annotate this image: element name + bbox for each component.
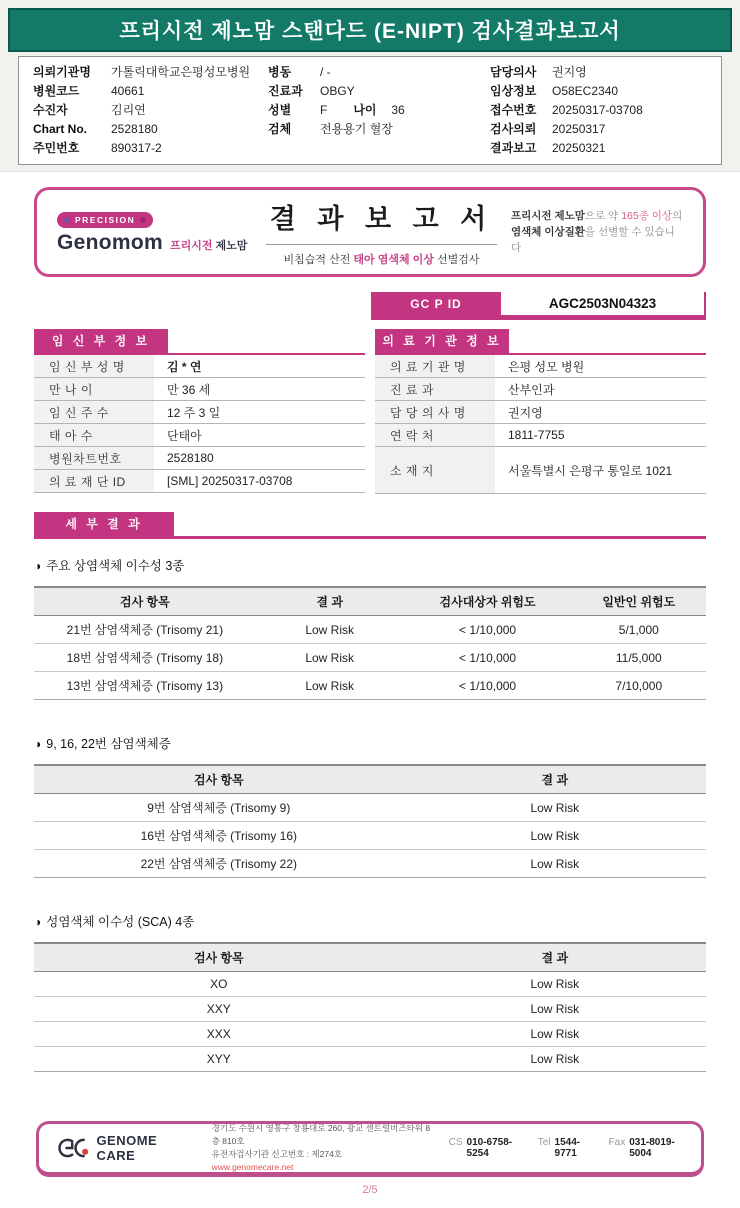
patient-info-row [490,141,717,156]
table-cell: 5/1,000 [572,616,706,644]
contact-item [609,1137,685,1159]
table-row [34,1047,706,1072]
patient-info-row [33,122,268,137]
field-label: 병원코드 [33,84,80,98]
patient-info-row [268,84,490,99]
table-row [34,997,706,1022]
row-label: 임 신 부 성 명 [34,355,154,377]
table-row [34,794,706,822]
contact-value: 031-8019-5004 [629,1137,675,1159]
results-table [34,942,706,1072]
table-row [375,447,706,494]
patient-info-row [33,84,268,99]
row-label: 태 아 수 [34,424,154,446]
document-title-bar [8,8,732,52]
detailed-results-title: 세 부 결 과 [34,512,174,536]
column-header: 검사 항목 [34,943,404,972]
patient-info-row [268,103,490,118]
patient-info-row [268,122,490,137]
result-section [34,912,706,1072]
section-heading [34,912,706,930]
clinic-info-header [375,329,706,355]
table-row [34,378,365,401]
row-label: 병원차트번호 [34,447,154,469]
report-claim-text: 프리시전 제노맘으로 약 165종 이상의 염색체 이상질환을 선별할 수 있습니다 [511,209,683,255]
row-value: 2528180 [167,451,214,465]
result-sections [34,556,706,1072]
table-cell: Low Risk [404,1047,706,1072]
row-label: 진 료 과 [375,378,495,400]
section-heading [34,556,706,574]
field-value: 20250317 [552,122,606,136]
patient-info-column-right [490,65,717,156]
patient-info-row [33,103,268,118]
result-section [34,734,706,878]
clinic-info-section [375,329,706,494]
table-row [34,470,365,493]
page-number: 2/5 [362,1184,378,1196]
table-cell: Low Risk [404,794,706,822]
field-value: 20250317-03708 [552,103,643,117]
patient-info-box [18,56,722,165]
field-value: F [320,103,328,117]
mother-info-title: 임 신 부 정 보 [34,329,168,353]
row-label: 임 신 주 수 [34,401,154,423]
column-header: 일반인 위험도 [572,587,706,616]
field-label: 나이 [353,103,377,117]
field-value: / - [320,65,331,79]
row-value: 김 * 연 [167,359,202,374]
table-row [34,1022,706,1047]
field-value: 김리연 [111,103,146,117]
table-cell: < 1/10,000 [404,672,572,700]
report-masthead [34,187,706,277]
table-cell: 18번 삼염색체증 (Trisomy 18) [34,644,256,672]
field-label: 진료과 [268,84,303,98]
gcpid-value: AGC2503N04323 [501,292,704,315]
field-label: 수진자 [33,103,68,117]
field-value: 전용용기 혈장 [320,122,393,136]
table-row [34,616,706,644]
patient-info-row [33,141,268,156]
report-body [0,172,740,1121]
column-header: 결 과 [404,765,706,794]
contact-value: 010-6758-5254 [466,1137,513,1159]
table-row [375,378,706,401]
table-cell: XXY [34,997,404,1022]
result-section [34,556,706,700]
half-circle-bullet-icon: ◑ [34,737,42,751]
genomecare-monogram-icon [55,1135,89,1161]
table-cell: 11/5,000 [572,644,706,672]
contact-label: Tel [537,1137,551,1148]
table-cell: < 1/10,000 [404,644,572,672]
patient-info-column-left [33,65,268,156]
genomecare-logo [55,1133,196,1163]
table-row [34,355,365,378]
table-body [34,794,706,878]
footer-box [36,1121,704,1177]
table-cell: 22번 삼염색체증 (Trisomy 22) [34,850,404,878]
row-value: 1811-7755 [508,428,565,442]
field-label: 담당의사 [490,65,537,79]
field-value: 20250321 [552,141,606,155]
results-table [34,586,706,700]
column-header: 검사 항목 [34,765,404,794]
column-header: 결 과 [256,587,404,616]
table-cell: 9번 삼염색체증 (Trisomy 9) [34,794,404,822]
row-value: 만 36 세 [167,382,211,397]
patient-info-column-middle [268,65,490,156]
table-header [34,765,706,794]
table-cell: 13번 삼염색체증 (Trisomy 13) [34,672,256,700]
precision-badge [57,212,153,228]
field-value: 36 [391,103,405,117]
table-cell: Low Risk [404,972,706,997]
section-heading-label: 주요 상염색체 이수성 3종 [46,559,185,573]
footer-contacts [449,1137,685,1159]
column-header: 검사 항목 [34,587,256,616]
patient-info-row [490,65,717,80]
section-heading-label: 9, 16, 22번 삼염색체증 [46,737,171,751]
gcpid-row [34,292,706,320]
section-heading [34,734,706,752]
website-link: www.genomecare.net [211,1162,294,1173]
half-circle-bullet-icon: ◑ [34,915,42,929]
field-label: 검체 [268,122,292,136]
badge-dot-icon [64,217,70,223]
table-header-row [34,943,706,972]
genomom-wordmark: Genomom [57,230,163,254]
badge-dot-icon [140,217,146,223]
contact-value: 1544-9771 [554,1137,581,1159]
document-title: 프리시전 제노맘 스탠다드 (E-NIPT) 검사결과보고서 [119,20,621,43]
report-subtitle: 비침습적 산전 태아 염색체 이상 선별검사 [283,254,480,266]
table-header-row [34,765,706,794]
patient-info-row [490,84,717,99]
table-body [34,616,706,700]
table-cell: 21번 삼염색체증 (Trisomy 21) [34,616,256,644]
address-line-1: 경기도 수원시 영통구 창룡대로 260, 광교 센트럴비즈타워 8층 810호 [211,1122,431,1146]
report-title-block [252,197,511,267]
row-value: 서울특별시 은평구 통일로 1021 [508,463,673,478]
field-label: 접수번호 [490,103,537,117]
table-cell: Low Risk [404,997,706,1022]
contact-item [449,1137,523,1159]
table-header-row [34,587,706,616]
footer-area [0,1121,740,1208]
field-value: 40661 [111,84,145,98]
row-label: 의 료 기 관 명 [375,355,495,377]
patient-header-area [0,0,740,172]
patient-info-row [490,103,717,118]
table-cell: Low Risk [404,822,706,850]
field-value: 가톨릭대학교은평성모병원 [111,65,251,79]
field-value: 2528180 [111,122,158,136]
mother-info-table [34,355,365,493]
field-label: Chart No. [33,122,87,136]
contact-label: CS [448,1137,463,1148]
table-cell: Low Risk [256,644,404,672]
field-value: 권지영 [552,65,587,79]
table-row [34,401,365,424]
clinic-info-title: 의 료 기 관 정 보 [375,329,509,353]
mother-info-section [34,329,365,494]
contact-item [538,1137,594,1159]
table-cell: Low Risk [256,672,404,700]
table-header [34,943,706,972]
results-table [34,764,706,878]
footer-address [212,1122,433,1175]
table-row [375,424,706,447]
row-label: 담 당 의 사 명 [375,401,495,423]
table-cell: XYY [34,1047,404,1072]
field-label: 의뢰기관명 [33,65,91,79]
row-value: 단태아 [167,428,202,443]
genomecare-wordmark: GENOME CARE [96,1133,158,1163]
table-row [34,672,706,700]
table-row [375,355,706,378]
field-label: 성별 [268,103,292,117]
table-cell: Low Risk [404,1022,706,1047]
table-row [34,850,706,878]
patient-info-row [268,65,490,80]
detailed-results-header [34,512,706,539]
section-heading-label: 성염색체 이수성 (SCA) 4종 [46,915,195,929]
field-label: 병동 [268,65,292,79]
field-label: 주민번호 [33,141,80,155]
table-row [34,644,706,672]
table-row [375,401,706,424]
row-label: 만 나 이 [34,378,154,400]
row-label: 연 락 처 [375,424,495,446]
column-header: 검사대상자 위험도 [404,587,572,616]
precision-badge-label: PRECISION [75,214,136,225]
table-cell: XXX [34,1022,404,1047]
table-row [34,424,365,447]
gcpid-field [371,292,706,320]
row-value: [SML] 20250317-03708 [167,474,293,488]
field-label: 검사의뢰 [490,122,537,136]
table-cell: Low Risk [256,616,404,644]
column-header: 결 과 [404,943,706,972]
field-label: 결과보고 [490,141,537,155]
field-label: 임상정보 [490,84,537,98]
table-row [34,972,706,997]
row-label: 소 재 지 [375,447,495,493]
table-cell: < 1/10,000 [404,616,572,644]
field-value: O58EC2340 [552,84,619,98]
mother-info-header [34,329,365,355]
row-value: 산부인과 [508,382,555,397]
row-value: 은평 성모 병원 [508,359,585,374]
address-line-2: 유전자검사기관 신고번호 : 제274호 [211,1149,343,1159]
row-label: 의 료 재 단 ID [34,470,154,492]
table-cell: 7/10,000 [572,672,706,700]
report-title: 결 과 보 고 서 [266,197,497,245]
genomom-subtitle: 프리시전 제노맘 [169,239,248,252]
half-circle-bullet-icon: ◑ [34,559,42,573]
table-row [34,822,706,850]
table-cell: Low Risk [404,850,706,878]
table-row [34,447,365,470]
detailed-results-section [34,512,706,1072]
patient-info-row [490,122,717,137]
table-header [34,587,706,616]
row-value: 12 주 3 일 [167,405,221,420]
table-body [34,972,706,1072]
gcpid-label: GC P ID [410,296,462,311]
table-cell: XO [34,972,404,997]
patient-info-row [33,65,268,80]
table-cell: 16번 삼염색체증 (Trisomy 16) [34,822,404,850]
genomom-logo [57,210,252,255]
clinic-info-table [375,355,706,494]
field-value: OBGY [320,84,355,98]
row-value: 권지영 [508,405,543,420]
contact-label: Fax [608,1137,626,1148]
field-value: 890317-2 [111,141,162,155]
